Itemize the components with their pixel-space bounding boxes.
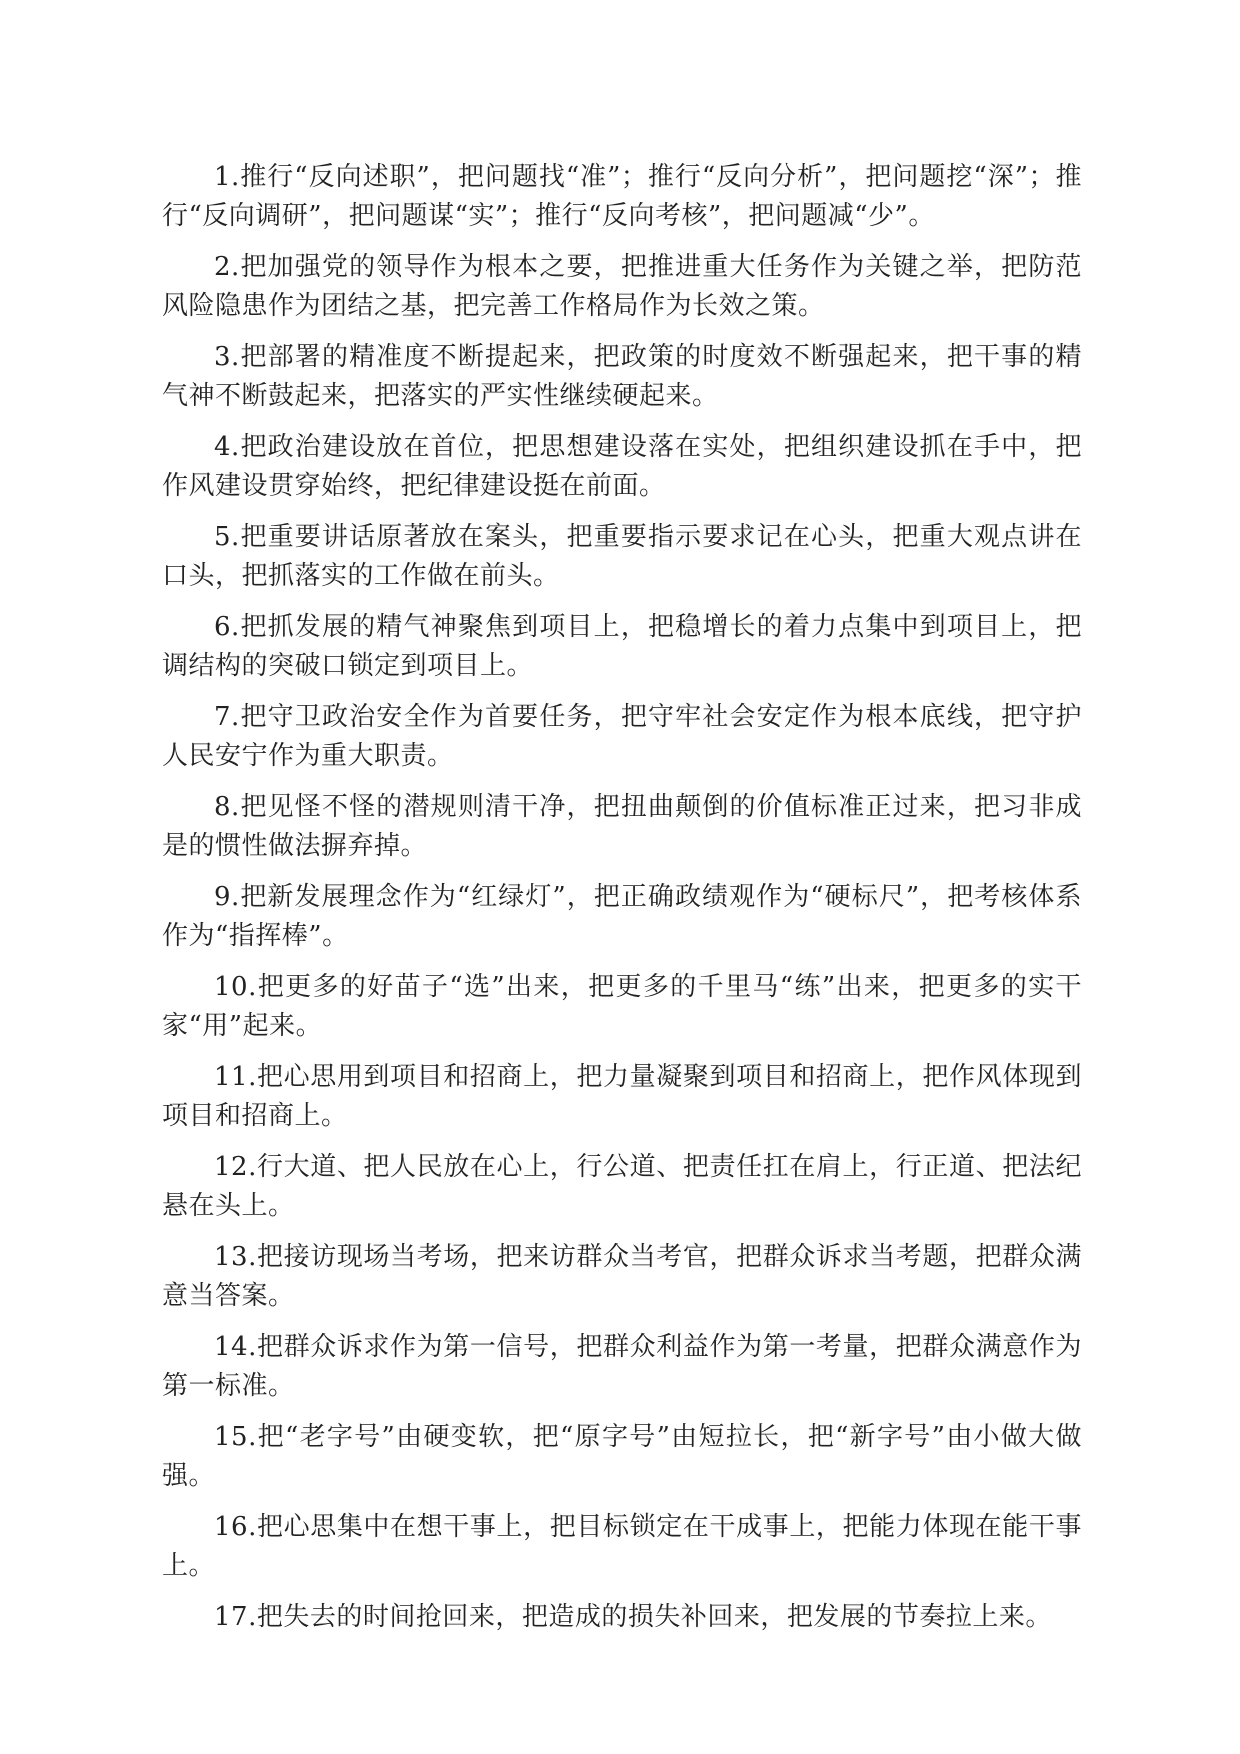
paragraph-2: 2.把加强党的领导作为根本之要，把推进重大任务作为关键之举，把防范风险隐患作为团结之基，把完善工作格局作为长效之策。 [162,252,1082,321]
paragraph-15: 15.把“老字号”由硬变软，把“原字号”由短拉长，把“新字号”由小做大做强。 [162,1422,1082,1491]
paragraph-4: 4.把政治建设放在首位，把思想建设落在实处，把组织建设抓在手中，把作风建设贯穿始终，把纪律建设挺在前面。 [162,432,1082,501]
paragraph-1: 1.推行“反向述职”，把问题找“准”；推行“反向分析”，把问题挖“深”；推行“反向调研”，把问题谋“实”；推行“反向考核”，把问题减“少”。 [162,162,1082,231]
paragraph-13: 13.把接访现场当考场，把来访群众当考官，把群众诉求当考题，把群众满意当答案。 [162,1242,1082,1311]
paragraph-6: 6.把抓发展的精气神聚焦到项目上，把稳增长的着力点集中到项目上，把调结构的突破口锁定到项目上。 [162,612,1082,681]
document-body [162,158,1082,1649]
paragraph-3: 3.把部署的精准度不断提起来，把政策的时度效不断强起来，把干事的精气神不断鼓起来，把落实的严实性继续硬起来。 [162,342,1082,411]
paragraph-17: 17.把失去的时间抢回来，把造成的损失补回来，把发展的节奏拉上来。 [214,1602,1052,1632]
paragraph-5: 5.把重要讲话原著放在案头，把重要指示要求记在心头，把重大观点讲在口头，把抓落实的工作做在前头。 [162,522,1082,591]
paragraph-12: 12.行大道、把人民放在心上，行公道、把责任扛在肩上，行正道、把法纪悬在头上。 [162,1152,1082,1221]
paragraph-7: 7.把守卫政治安全作为首要任务，把守牢社会安定作为根本底线，把守护人民安宁作为重大职责。 [162,702,1082,771]
paragraph-16: 16.把心思集中在想干事上，把目标锁定在干成事上，把能力体现在能干事上。 [162,1512,1082,1581]
paragraph-10: 10.把更多的好苗子“选”出来，把更多的千里马“练”出来，把更多的实干家“用”起来。 [162,972,1082,1041]
paragraph-9: 9.把新发展理念作为“红绿灯”，把正确政绩观作为“硬标尺”，把考核体系作为“指挥棒”。 [162,882,1082,951]
paragraph-11: 11.把心思用到项目和招商上，把力量凝聚到项目和招商上，把作风体现到项目和招商上。 [162,1062,1082,1131]
paragraph-8: 8.把见怪不怪的潜规则清干净，把扭曲颠倒的价值标准正过来，把习非成是的惯性做法摒弃掉。 [162,792,1082,861]
paragraph-14: 14.把群众诉求作为第一信号，把群众利益作为第一考量，把群众满意作为第一标准。 [162,1332,1082,1401]
